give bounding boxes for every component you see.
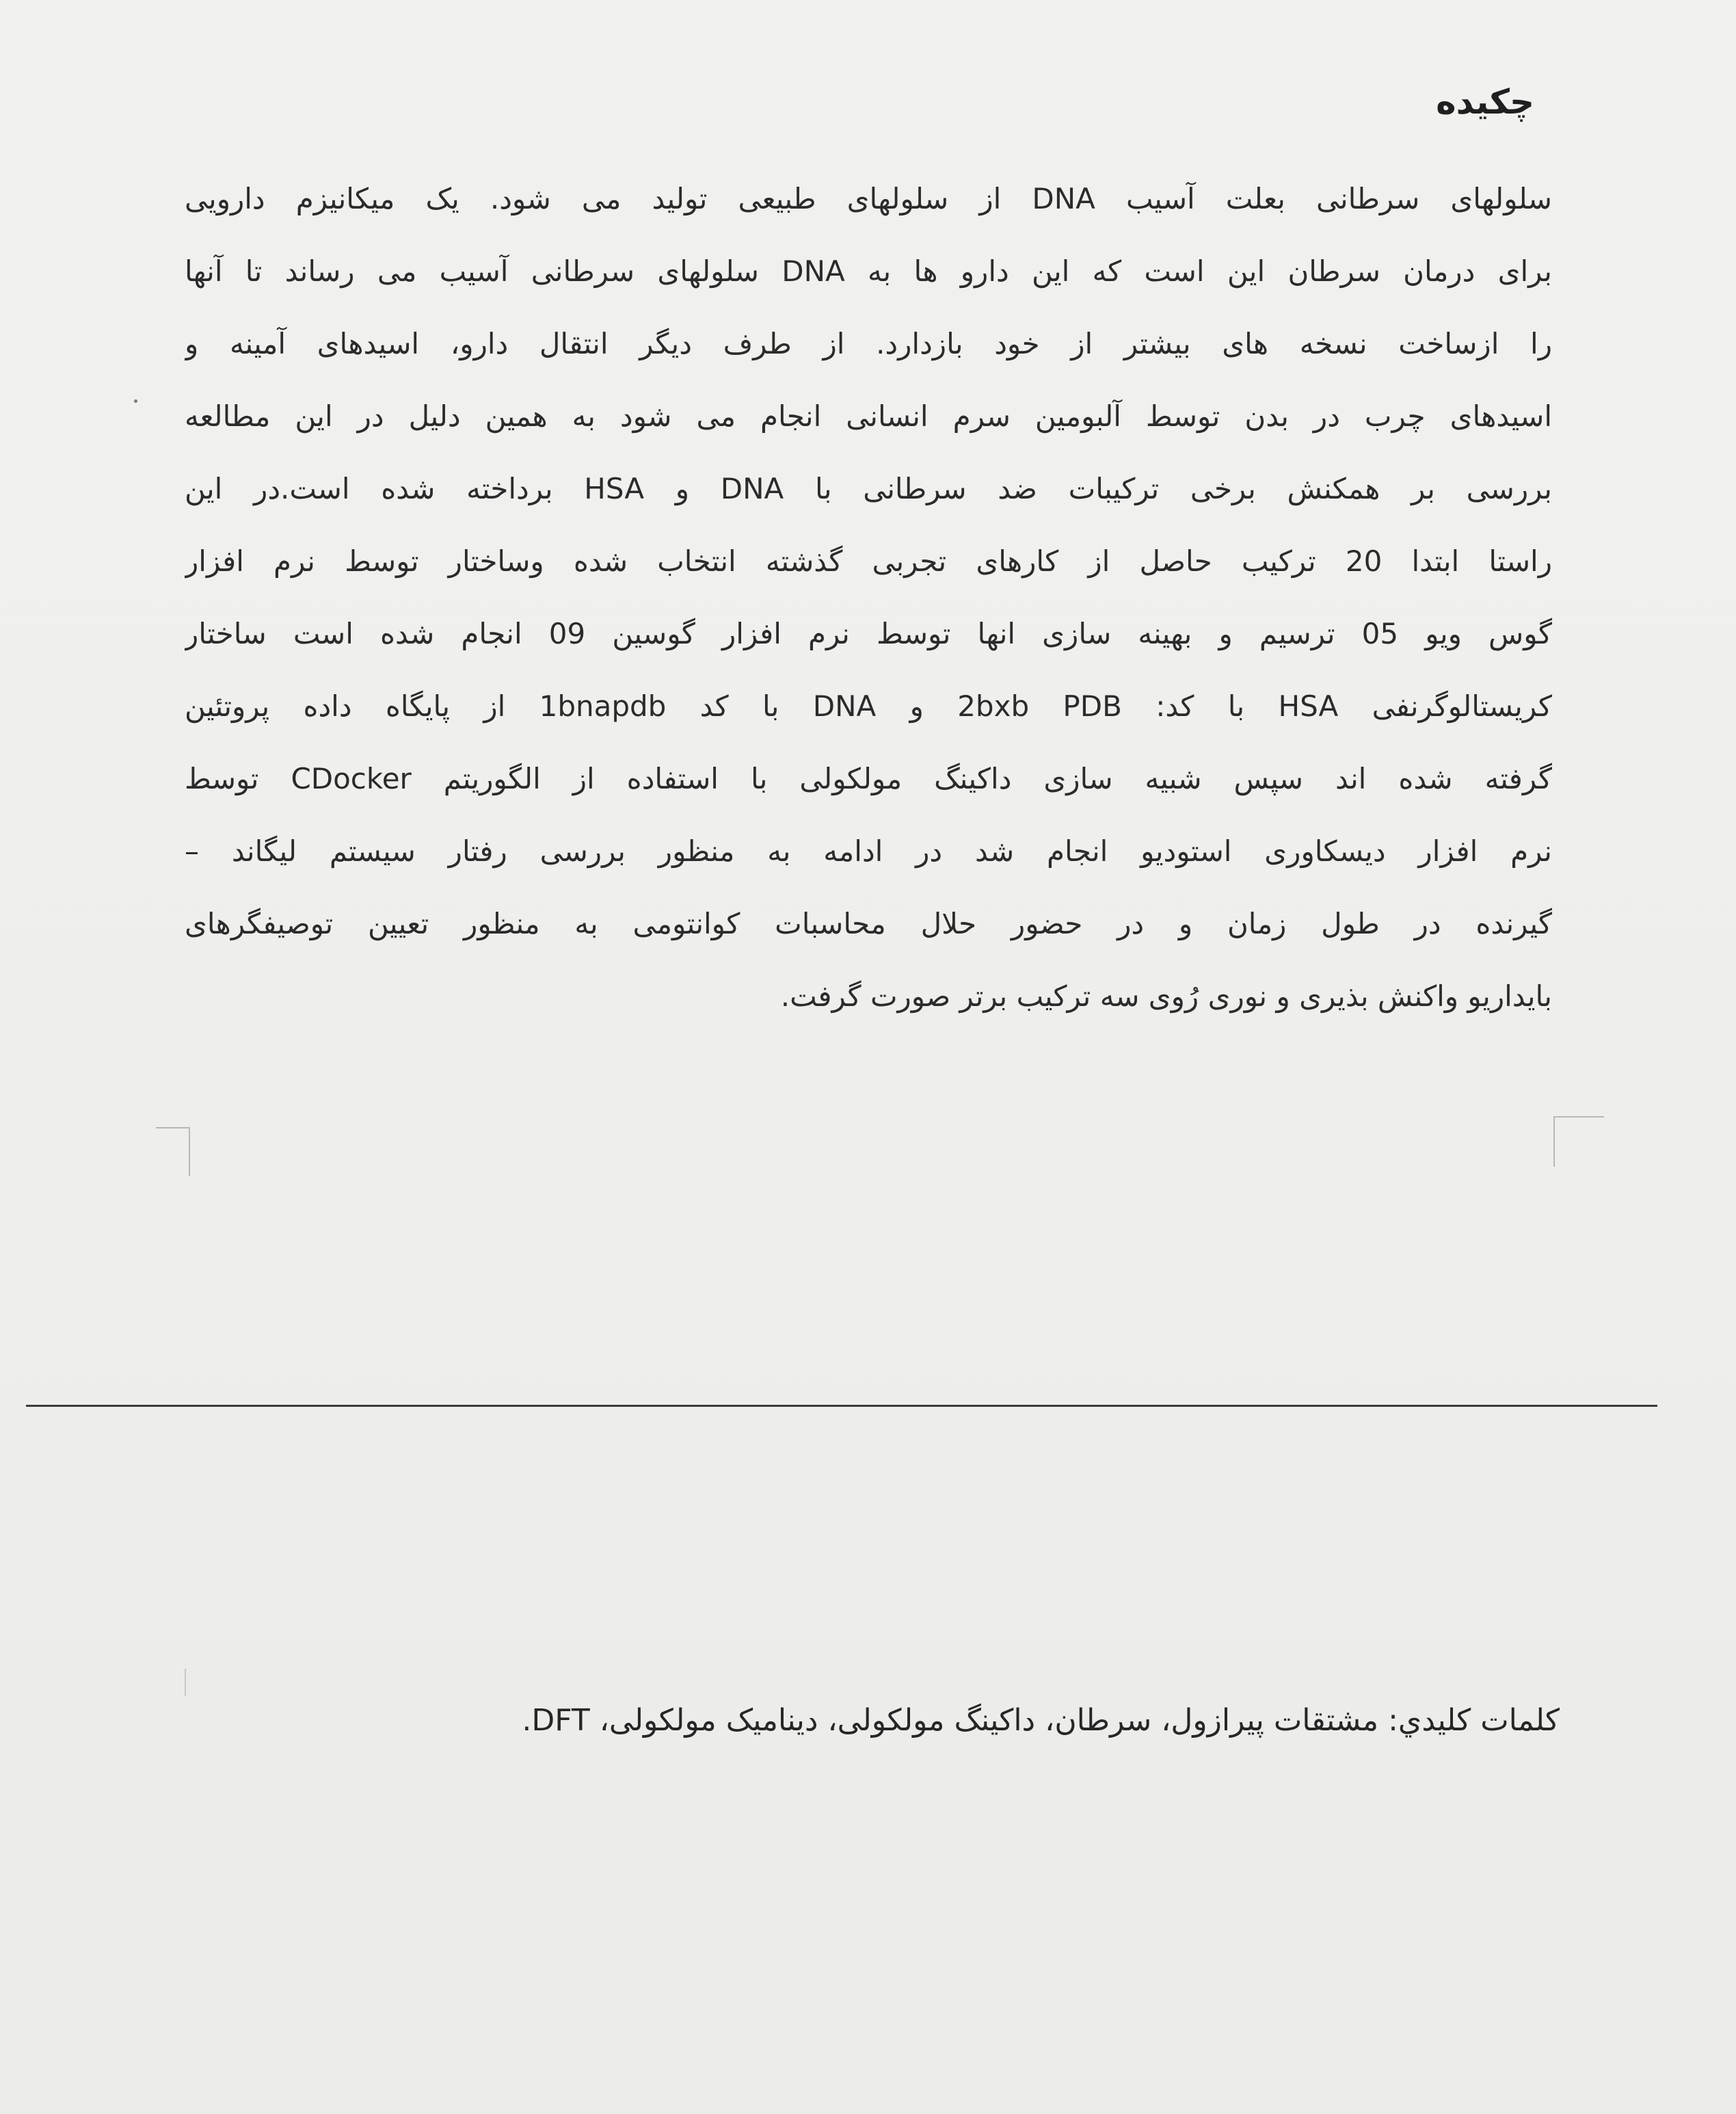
abstract-body (185, 163, 1552, 1033)
abstract-line: راستا ابتدا 20 ترکیب حاصل از کارهای تجربی گذشته انتخاب شده وساختار توسط نرم افزار (185, 544, 1552, 578)
abstract-line: گوس ویو 05 ترسیم و بهینه سازی انها توسط نرم افزار گوسین 09 انجام شده است ساختار (185, 617, 1552, 650)
horizontal-divider (26, 1405, 1657, 1407)
keywords-text: مشتقات پیرازول، سرطان، داکینگ مولکولی، دینامیک مولکولی، DFT. (522, 1703, 1379, 1738)
keywords-label: کلمات کلیدي: (1388, 1703, 1560, 1738)
abstract-line: کریستالوگرنفی HSA با کد: 2bxb PDB و DNA با کد 1bnapdb از پایگاه داده پروتئین (185, 689, 1552, 723)
abstract-line: گیرنده در طول زمان و در حضور حلال محاسبات کوانتومی به منظور تعیین توصیفگرهای (185, 907, 1552, 940)
abstract-line: بایداریو واکنش بذیری و نوری رُوی سه ترکیب برتر صورت گرفت. (780, 979, 1552, 1013)
crop-mark-left (156, 1127, 190, 1176)
abstract-line: سلولهای سرطانی بعلت آسیب DNA از سلولهای طبیعی تولید می شود. یک میکانیزم دارویی (185, 182, 1552, 215)
abstract-line: اسیدهای چرب در بدن توسط آلبومین سرم انسانی انجام می شود به همین دلیل در این مطالعه (185, 399, 1552, 433)
abstract-line: بررسی بر همکنش برخی ترکیبات ضد سرطانی با DNA و HSA برداخته شده است.در این (185, 472, 1552, 505)
abstract-line: را ازساخت نسخه های بیشتر از خود بازدارد. از طرف دیگر انتقال دارو، اسیدهای آمینه و (185, 327, 1552, 360)
crop-mark-right (1553, 1116, 1604, 1167)
abstract-heading: چکیده (1436, 82, 1534, 122)
keywords-line (522, 1703, 1560, 1738)
abstract-line: گرفته شده اند سپس شبیه سازی داکینگ مولکولی با استفاده از الگوریتم CDocker توسط (185, 762, 1552, 795)
abstract-line: نرم افزار دیسکاوری استودیو انجام شد در ادامه به منظور بررسی رفتار سیستم لیگاند – (185, 834, 1552, 868)
stray-mark (134, 399, 137, 403)
abstract-line: برای درمان سرطان این است که این دارو ها به DNA سلولهای سرطانی آسیب می رساند تا آنها (185, 254, 1552, 288)
crop-mark-lower (185, 1669, 186, 1696)
